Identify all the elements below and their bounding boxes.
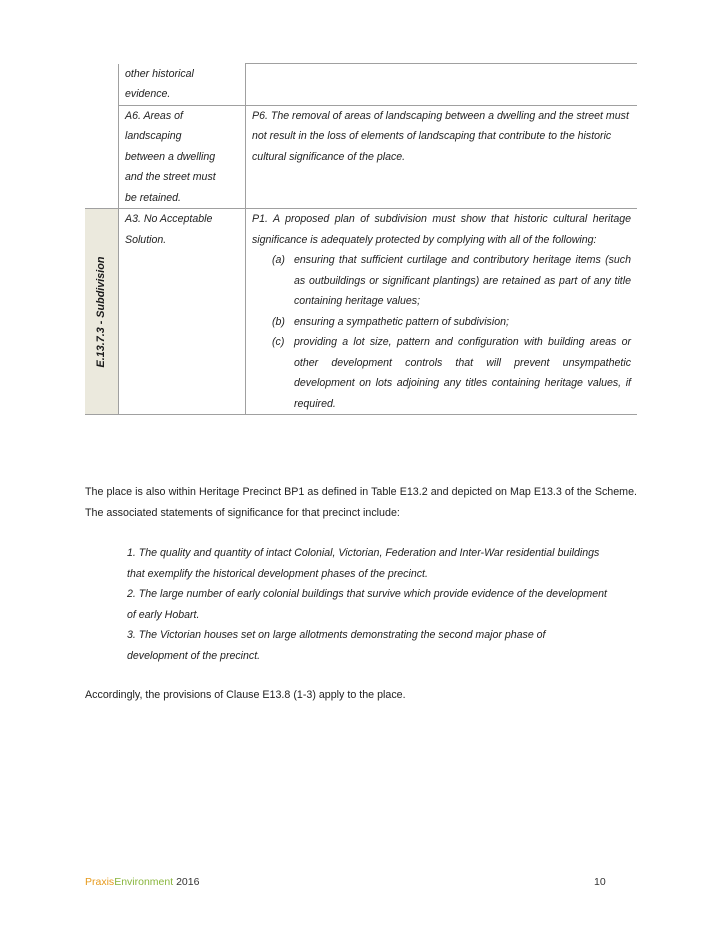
list-marker: (a) [272,254,285,266]
performance-text: P1. A proposed plan of subdivision must show that historic cultural heritage significance is adequately protected by complying with all of the following: [252,213,631,246]
page-number: 10 [594,876,606,888]
statement-item: 1. The quality and quantity of intact Colonial, Victorian, Federation and Inter-War residential buildings that exemplify the historical development phases of the precinct. [127,547,600,580]
acceptable-line: Solution. [125,233,167,246]
subdivision-criteria-list [252,250,631,414]
acceptable-line: and the street must [125,171,216,183]
acceptable-solution-cell [119,105,246,209]
table-row [85,64,637,106]
list-item [252,250,631,312]
acceptable-solution-cell [119,209,246,415]
brand-environment: Environment [114,876,174,888]
heritage-standards-table [85,63,637,415]
acceptable-line: between a dwelling [125,150,216,163]
significance-statements [127,543,607,666]
acceptable-line: evidence. [125,88,171,100]
brand-praxis: Praxis [85,876,115,888]
list-marker: (b) [272,315,285,328]
acceptable-solution-cell [119,64,246,106]
list-item [252,332,631,414]
footer-brand [85,876,199,888]
performance-text: P6. The removal of areas of landscaping between a dwelling and the street must not result in the loss of elements of landscaping that contribute to the historic cultural significance of the place. [252,109,629,163]
clause-label-cell [85,209,119,415]
conclusion-paragraph: Accordingly, the provisions of Clause E13.8 (1-3) apply to the place. [85,689,406,701]
list-item-text: ensuring that sufficient curtilage and contributory heritage items (such as outbuildings or significant plantings) are retained as part of any title containing heritage values; [294,254,631,307]
acceptable-line: other historical [125,67,194,80]
table-row [85,209,637,415]
list-marker: (c) [272,336,285,348]
performance-criteria-cell [246,64,638,106]
clause-label-subdivision: E.13.7.3 - Subdivision [94,255,107,368]
performance-criteria-cell [246,209,638,415]
acceptable-line: A6. Areas of [125,109,183,122]
acceptable-line: A3. No Acceptable [125,213,213,225]
footer-year: 2016 [176,876,200,888]
performance-criteria-cell [246,105,638,209]
list-item [252,312,631,333]
acceptable-line: landscaping [125,130,182,142]
statement-item: 3. The Victorian houses set on large allotments demonstrating the second major phase of development of the precinct. [127,629,546,662]
clause-label-cell [85,64,119,106]
precinct-intro-paragraph: The place is also within Heritage Precinct BP1 as defined in Table E13.2 and depicted on Map E13.3 of the Scheme. The associated statements of significance for that precinct include: [85,486,637,519]
list-item-text: ensuring a sympathetic pattern of subdivision; [294,315,509,328]
acceptable-line: be retained. [125,191,181,204]
table-row [85,105,637,209]
statement-item: 2. The large number of early colonial buildings that survive which provide evidence of the development of early Hobart. [127,588,607,621]
clause-label-cell [85,105,119,209]
list-item-text: providing a lot size, pattern and configuration with building areas or other development controls that will prevent unsympathetic development on lots adjoining any titles containing heritage values, if required. [294,336,631,410]
